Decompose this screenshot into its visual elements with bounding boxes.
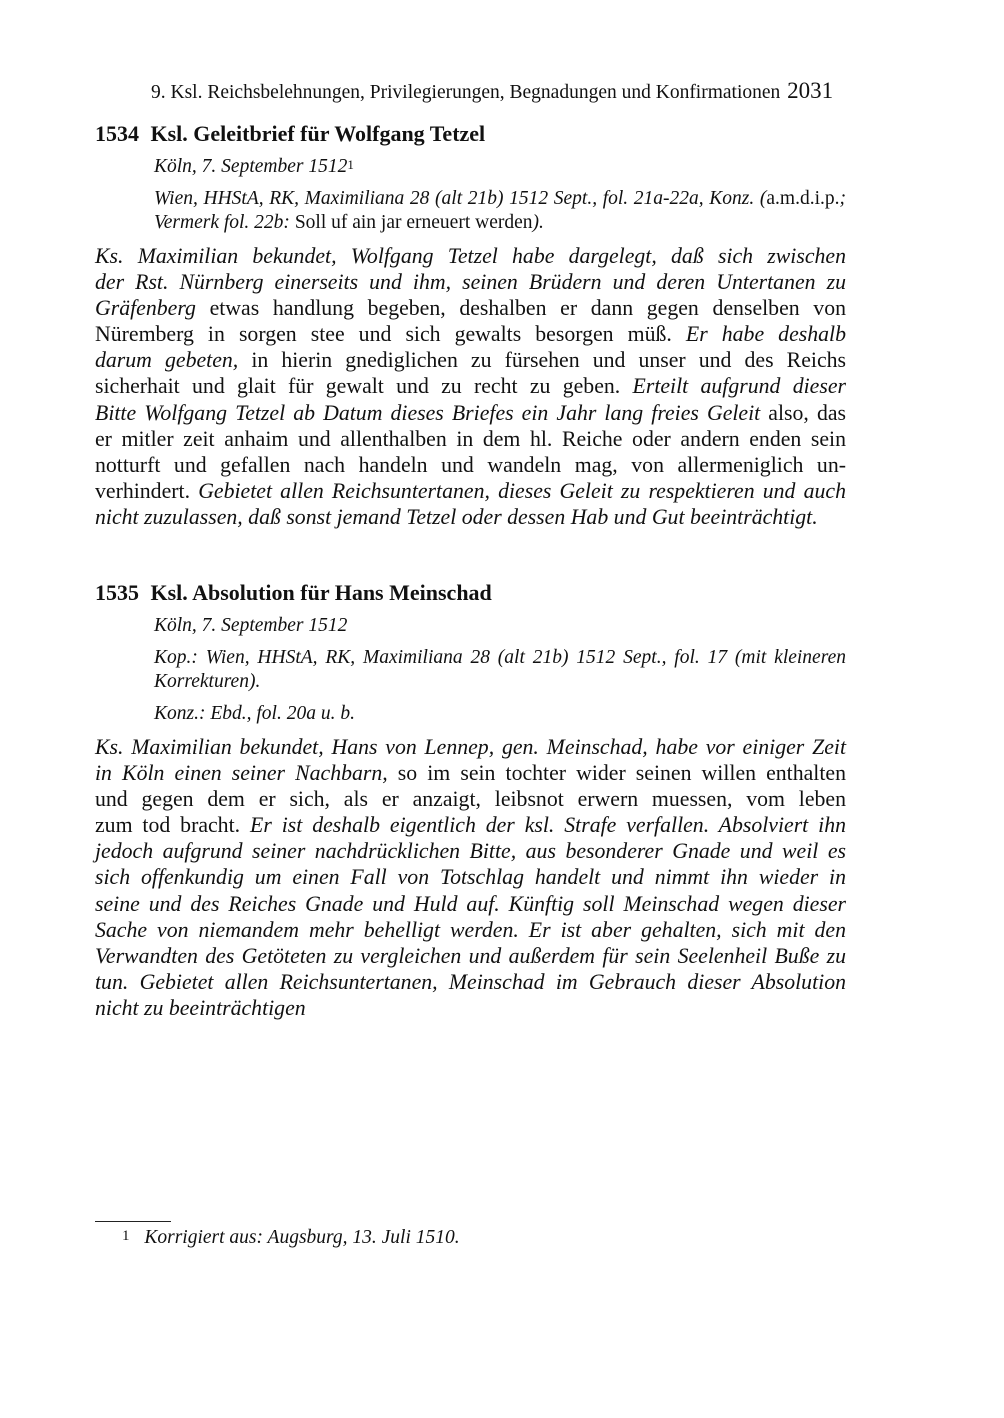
running-header <box>151 78 851 104</box>
text-segment: notturft und gefallen nach handeln und wandeln mag, von allermeniglich un- <box>95 452 846 477</box>
text-segment: und gegen dem er sich, als er anzaigt, leibsnot erwern muessen, vom leben <box>95 787 846 812</box>
text-line <box>95 917 846 943</box>
text-line <box>95 734 846 760</box>
text-segment: Ks. Maximilian bekundet, Hans von Lennep, gen. Meinschad, habe vor einiger Zeit <box>95 735 846 759</box>
source-text: Konz.: Ebd., fol. 20a u. b. <box>154 703 355 724</box>
text-line <box>95 347 846 373</box>
entry-number: 1535 <box>95 580 139 605</box>
text-segment: Ks. Maximilian bekundet, Wolfgang Tetzel habe dargelegt, daß sich zwischen <box>95 244 846 268</box>
text-line <box>95 891 846 917</box>
entry-1534-text <box>95 243 846 530</box>
footnote-text: Korrigiert aus: Augsburg, 13. Juli 1510. <box>144 1227 460 1248</box>
text-line <box>95 478 846 504</box>
text-segment: Sache von niemandem mehr behelligt werden. Er ist aber gehalten, sich mit den <box>95 917 846 942</box>
text-segment: so im sein tochter wider seinen willen enthalten <box>387 761 846 786</box>
text-segment: etwas handlung begeben, deshalben er dann gegen denselben von <box>195 296 846 321</box>
text-segment: darum gebeten, <box>95 348 239 373</box>
text-line <box>95 760 846 786</box>
text-line <box>95 243 846 269</box>
entry-1535-source-konz <box>154 702 846 726</box>
text-segment: zum tod bracht. <box>95 813 250 838</box>
text-segment: Er ist deshalb eigentlich der ksl. Strafe verfallen. Absolviert ihn <box>250 813 846 838</box>
entry-1535-place-date <box>154 614 846 638</box>
text-segment: Verwandten des Getöteten zu vergleichen und außerdem für sein Seelenheil Buße zu <box>95 943 846 968</box>
text-segment: Nüremberg in sorgen stee und sich gewalts besorgen müß. <box>95 322 686 347</box>
entry-title: Ksl. Geleitbrief für Wolfgang Tetzel <box>150 121 486 146</box>
entry-1534-place-date <box>154 155 846 180</box>
text-segment: er mitler zeit anhaim und allenthalben in dem hl. Reiche oder andern enden sein <box>95 426 846 451</box>
entry-1535-heading <box>95 580 855 606</box>
source-text: Soll uf ain jar erneuert werden <box>294 212 533 233</box>
entry-1535-text <box>95 734 846 1021</box>
entry-number: 1534 <box>95 121 139 146</box>
text-segment: Gebietet allen Reichsuntertanen, dieses Geleit zu respektieren und auch <box>198 478 846 503</box>
footnote-rule <box>95 1221 171 1222</box>
source-text: Wien, HHStA, RK, Maximiliana 28 (alt 21b) 1512 Sept., fol. 21a-22a, Konz. ( <box>154 188 767 209</box>
page-number: 2031 <box>787 78 834 103</box>
text-segment: Bitte Wolfgang Tetzel ab Datum dieses Briefes ein Jahr lang freies Geleit <box>95 400 761 425</box>
text-segment: sicherhait und glait für gewalt und zu recht zu geben. <box>95 374 633 399</box>
text-line <box>95 426 846 452</box>
text-segment: Gräfenberg <box>95 296 196 321</box>
text-line <box>95 452 846 478</box>
text-line <box>95 295 846 321</box>
text-segment: verhindert. <box>95 478 199 503</box>
text-line <box>95 400 846 426</box>
text-segment: jedoch aufgrund seiner nachdrücklichen Bitte, aus besonderer Gnade und weil es <box>95 839 846 864</box>
text-line <box>95 838 846 864</box>
text-line <box>95 943 846 969</box>
text-segment: in hierin gnediglichen zu fürsehen und unser und des Reichs <box>238 348 846 373</box>
text-segment: nicht zu beeinträchtigen <box>95 995 306 1020</box>
text-line <box>95 864 846 890</box>
place-date: Köln, 7. September 1512 <box>154 156 348 177</box>
footnote-number: 1 <box>122 1228 130 1244</box>
footnote-ref: 1 <box>347 157 354 172</box>
source-text: Kop.: Wien, HHStA, RK, Maximiliana 28 (alt 21b) 1512 Sept., fol. 17 (mit kleineren Korrekturen). <box>154 647 846 692</box>
text-line <box>95 321 846 347</box>
text-segment: Er habe deshalb <box>685 322 846 347</box>
text-segment: seine und des Reiches Gnade und Huld auf. Künftig soll Meinschad wegen dieser <box>95 891 846 916</box>
source-text: ). <box>532 212 544 233</box>
text-line <box>95 812 846 838</box>
running-title: 9. Ksl. Reichsbelehnungen, Privilegierungen, Begnadungen und Konfirmationen <box>151 82 781 103</box>
text-segment: in Köln einen seiner Nachbarn, <box>95 761 388 786</box>
text-segment: tun. Gebietet allen Reichsuntertanen, Meinschad im Gebrauch dieser Absolution <box>95 969 846 994</box>
text-segment: also, das <box>760 400 846 425</box>
entry-1535-source-kop <box>154 646 846 694</box>
place-date: Köln, 7. September 1512 <box>154 615 348 636</box>
text-segment: nicht zuzulassen, daß sonst jemand Tetzel oder dessen Hab und Gut beeinträchtigt. <box>95 504 818 529</box>
entry-title: Ksl. Absolution für Hans Meinschad <box>150 580 492 605</box>
text-line <box>95 786 846 812</box>
text-segment: Erteilt aufgrund dieser <box>632 374 846 399</box>
source-text: a.m.d.i.p. <box>766 188 840 209</box>
text-segment: der Rst. Nürnberg einerseits und ihm, seinen Brüdern und deren Untertanen zu <box>95 270 846 295</box>
entry-1534-heading <box>95 121 855 147</box>
entry-1534-source <box>154 187 846 235</box>
text-line <box>95 373 846 399</box>
text-line <box>95 504 846 530</box>
text-segment: sich offenkundig um einen Fall von Totschlag handelt und nimmt ihn wieder in <box>95 865 846 890</box>
text-line <box>95 269 846 295</box>
text-line <box>95 969 846 995</box>
footnote <box>122 1227 460 1249</box>
text-line <box>95 995 846 1021</box>
source-text: ; Vermerk fol. 22b: <box>154 188 846 233</box>
